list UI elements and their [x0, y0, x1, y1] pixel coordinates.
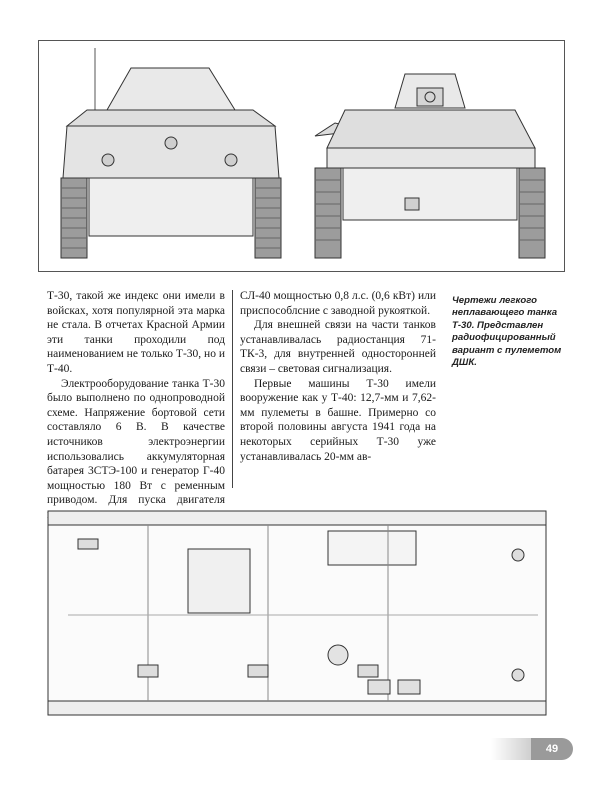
top-view-drawing: [38, 505, 558, 725]
front-view-drawing: [45, 48, 295, 268]
paragraph: Электрооборудование танка Т-30 было выполнено по однопроводной схеме. Напряжение бортовой сети составляло 6 В. В качестве источников электроэнергии использовались аккумуляторная батарея 3СТЭ-100 и генератор Г-40 мощностью 180 Вт с ременным приводом. Для пуска двигателя: [47, 377, 225, 507]
text-column-right: [240, 289, 436, 464]
rear-view-drawing: [305, 48, 555, 268]
figure-caption: Чертежи легкого неплавающего танка Т-30. Представлен радиофицированный вариант с пулеметом ДШК.: [452, 295, 562, 369]
paragraph: Первые машины Т-30 имели вооружение как у Т-40: 12,7-мм и 7,62-мм пулеметы в башне. Примерно со второй половины августа 1941 года на некоторых серийных Т-30 уже устанавливалась 20-мм ав-: [240, 377, 436, 463]
paragraph: Для внешней связи на части танков устанавливалась радиостанция 71-ТК-3, для внутренней односторонней связи – световая сигнализация.: [240, 319, 436, 375]
column-divider: [232, 290, 233, 488]
page-number: 49: [531, 738, 573, 760]
text-column-left: [47, 289, 225, 523]
paragraph: СЛ-40 мощностью 0,8 л.с. (0,6 кВт) или приспособлсние с заводной рукояткой.: [240, 290, 436, 317]
paragraph: Т-30, такой же индекс они имели в войсках, хотя популярной эта марка не стала. В отчетах Красной Армии эти танки проходили под наименованием не только Т-30, но и Т-40.: [47, 290, 225, 375]
